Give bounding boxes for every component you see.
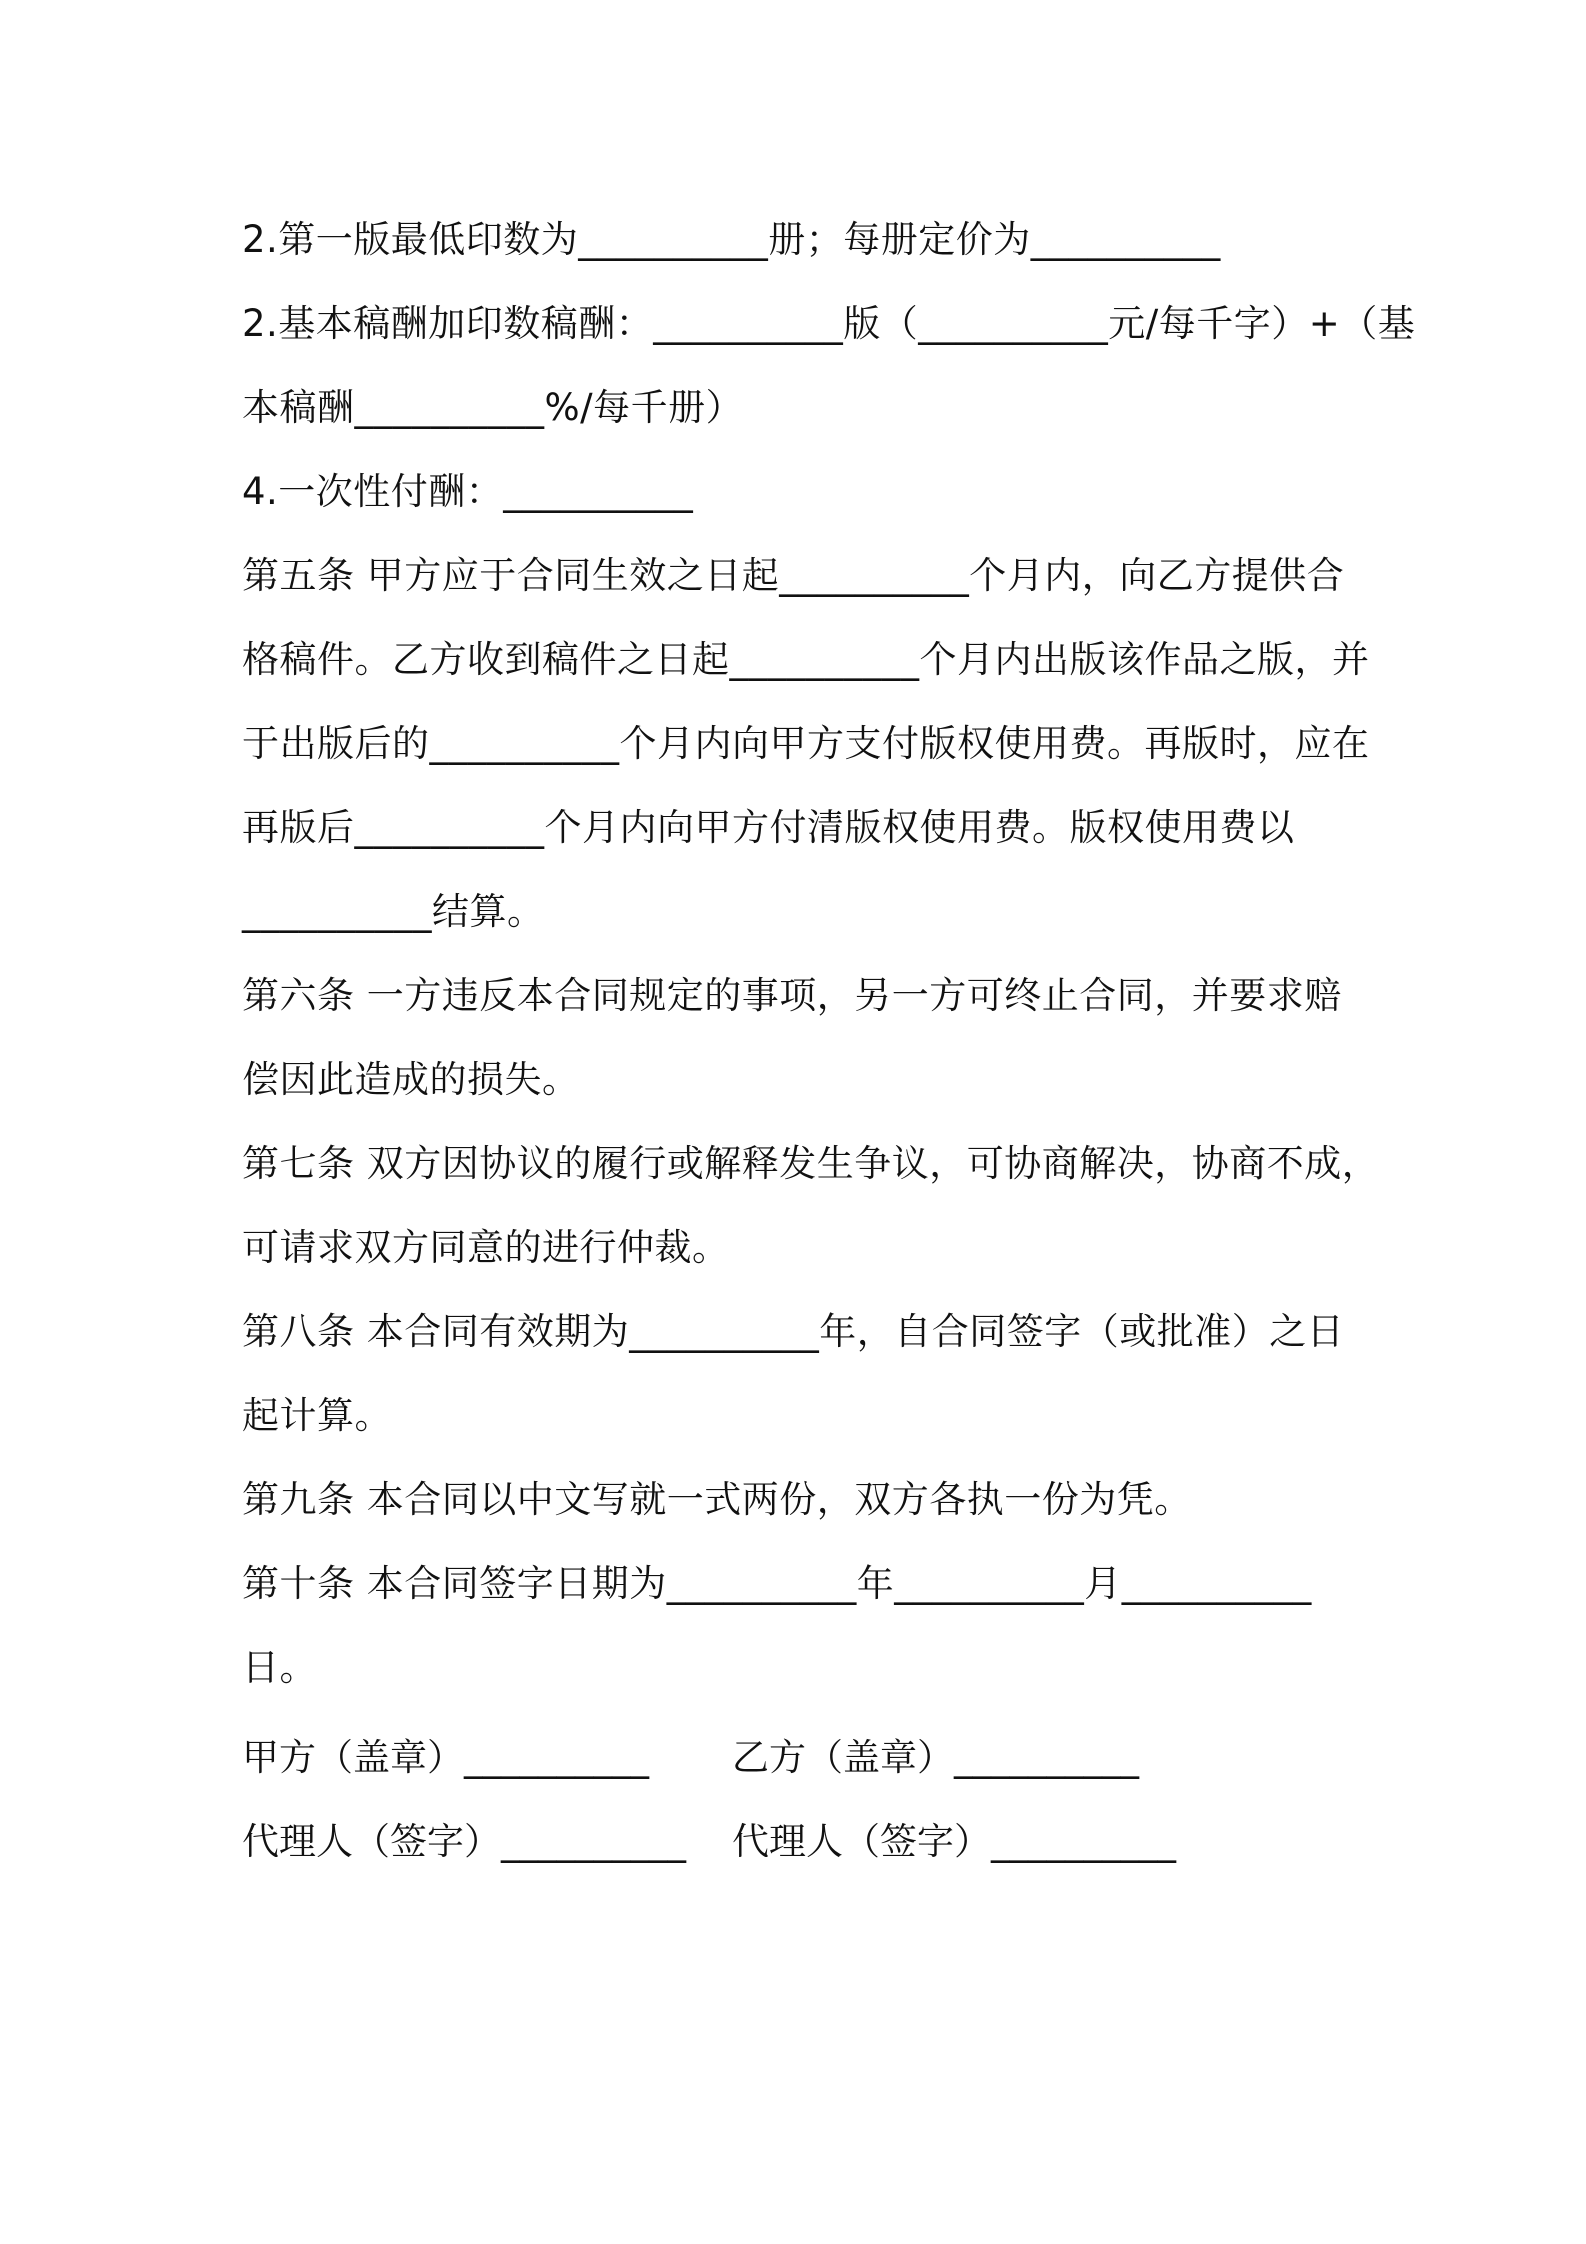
clause-line-4: 4.一次性付酬：__________	[242, 470, 694, 513]
article-6-line-2: 偿因此造成的损失。	[242, 1058, 580, 1101]
article-10-line-1: 第十条 本合同签字日期为__________年__________月__________	[242, 1562, 1312, 1605]
party-b-seal: 乙方（盖章）__________	[732, 1736, 1139, 1779]
article-10-line-2: 日。	[242, 1646, 317, 1689]
article-5-line-2: 格稿件。乙方收到稿件之日起__________个月内出版该作品之版，并	[242, 638, 1370, 681]
agent-b-signature: 代理人（签字）__________	[732, 1820, 1176, 1863]
article-5-line-3: 于出版后的__________个月内向甲方支付版权使用费。再版时，应在	[242, 722, 1370, 765]
party-a-seal: 甲方（盖章）__________	[242, 1736, 649, 1779]
article-5-line-4: 再版后__________个月内向甲方付清版权使用费。版权使用费以	[242, 806, 1295, 849]
article-7-line-2: 可请求双方同意的进行仲裁。	[242, 1226, 730, 1269]
agent-row	[242, 1800, 1392, 1884]
article-5-line-5: __________结算。	[242, 890, 545, 933]
article-5-line-1: 第五条 甲方应于合同生效之日起__________个月内，向乙方提供合	[242, 554, 1345, 597]
article-8-line-2: 起计算。	[242, 1394, 392, 1437]
contract-body	[242, 198, 1416, 1884]
article-9-line-1: 第九条 本合同以中文写就一式两份，双方各执一份为凭。	[242, 1478, 1192, 1521]
article-7-line-1: 第七条 双方因协议的履行或解释发生争议，可协商解决，协商不成，	[242, 1142, 1380, 1185]
clause-line-3: 本稿酬__________%/每千册）	[242, 386, 744, 429]
seal-row	[242, 1716, 1392, 1800]
article-6-line-1: 第六条 一方违反本合同规定的事项，另一方可终止合同，并要求赔	[242, 974, 1342, 1017]
article-8-line-1: 第八条 本合同有效期为__________年，自合同签字（或批准）之日	[242, 1310, 1345, 1353]
clause-line-2: 2.基本稿酬加印数稿酬：__________版（__________元/每千字）+（基	[242, 302, 1416, 345]
agent-a-signature: 代理人（签字）__________	[242, 1820, 686, 1863]
clause-line-1: 2.第一版最低印数为__________册；每册定价为__________	[242, 218, 1221, 261]
